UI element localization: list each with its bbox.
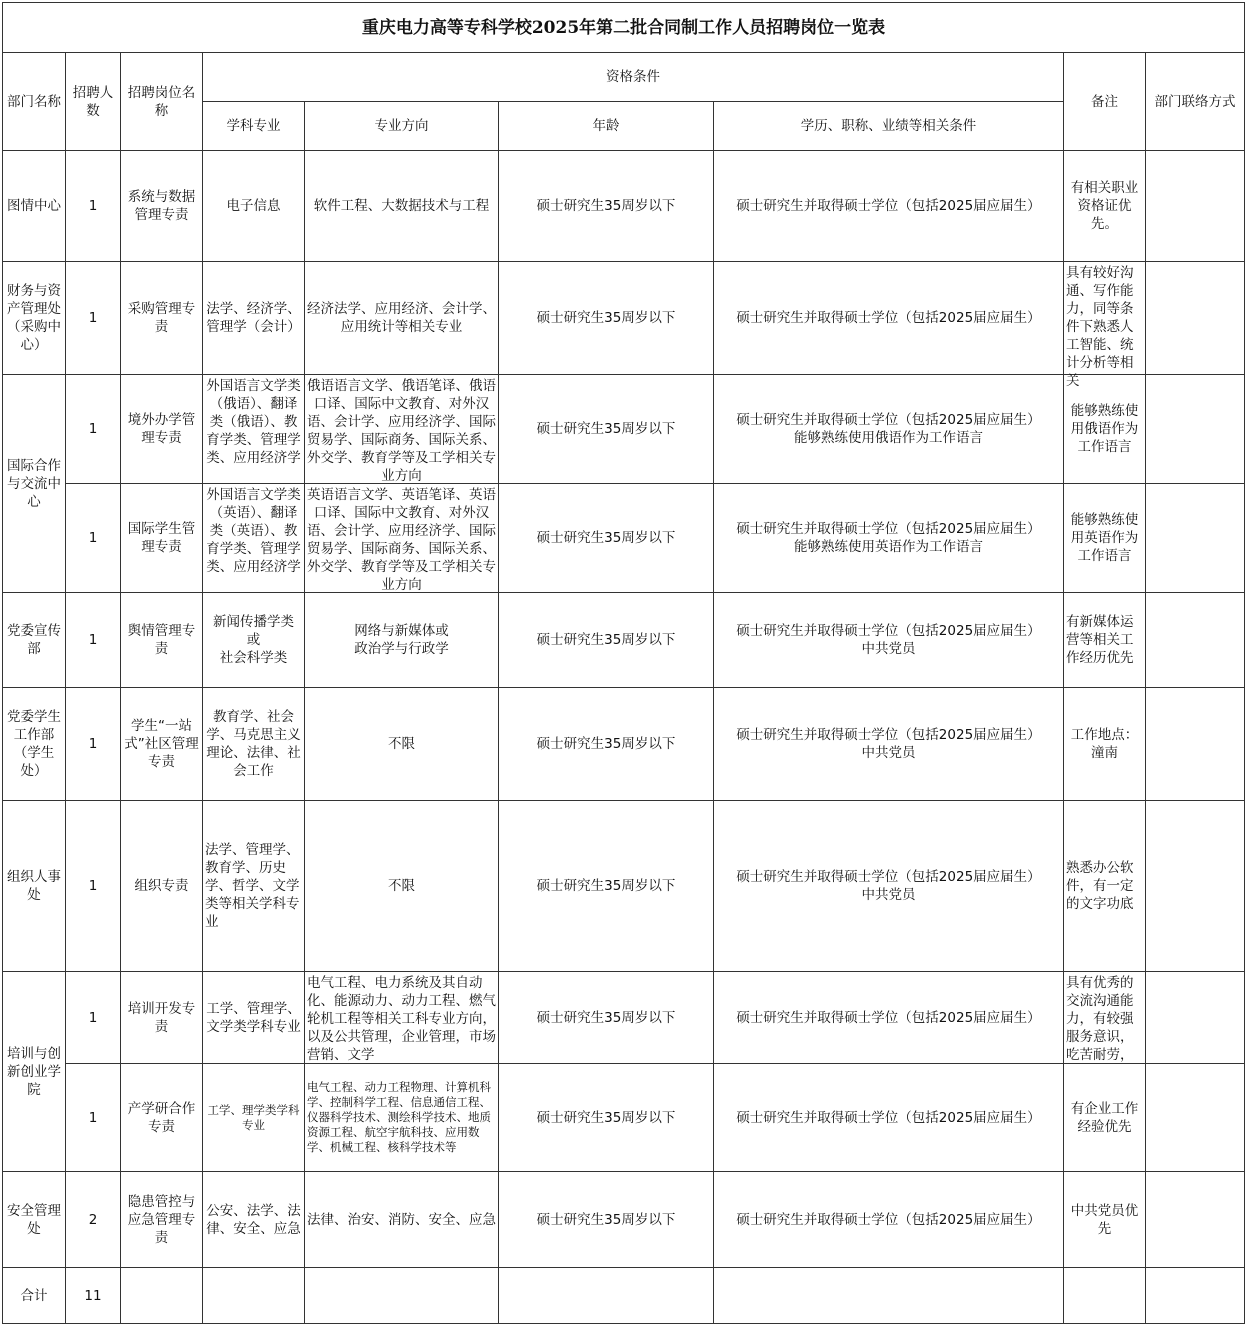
- cell-dept: 党委宣传部: [3, 593, 66, 688]
- discipline-text: 外国语言文学类（俄语）、翻译类（俄语）、教育学类、管理学类、应用经济学: [206, 378, 301, 466]
- cell-position: 采购管理专责: [121, 262, 203, 375]
- cell-position: 产学研合作专责: [121, 1064, 203, 1172]
- cell-discipline: 工学、理学类学科专业: [203, 1064, 305, 1172]
- remarks-text: 具有优秀的交流沟通能力，有较强服务意识，吃苦耐劳，: [1066, 975, 1134, 1063]
- total-row: [3, 1268, 1245, 1324]
- cell-position: 隐患管控与应急管理专责: [121, 1172, 203, 1268]
- cell-discipline: 法学、经济学、管理学（会计）: [203, 262, 305, 375]
- table-row: [3, 972, 1245, 1064]
- cell-direction: 软件工程、大数据技术与工程: [305, 151, 499, 262]
- header-dept: 部门名称: [3, 53, 66, 151]
- cell-count: 1: [66, 484, 121, 593]
- cell-position: 学生“一站式”社区管理专责: [121, 688, 203, 801]
- table-row: [3, 375, 1245, 484]
- cell-position: 培训开发专责: [121, 972, 203, 1064]
- cell-remarks: 有新媒体运营等相关工作经历优先: [1064, 593, 1146, 688]
- header-count: 招聘人数: [66, 53, 121, 151]
- cell-dept: 党委学生工作部（学生处）: [3, 688, 66, 801]
- cell-remarks: [1064, 972, 1146, 1064]
- cell-contact: [1146, 375, 1245, 484]
- cell-position: 舆情管理专责: [121, 593, 203, 688]
- cell-remarks: [1064, 262, 1146, 389]
- header-age: 年龄: [499, 102, 714, 151]
- cell-age: 硕士研究生35周岁以下: [499, 1172, 714, 1268]
- header-discipline: 学科专业: [203, 102, 305, 151]
- cell-education: 硕士研究生并取得硕士学位（包括2025届应届生） 中共党员: [714, 593, 1064, 688]
- cell-count: 1: [66, 375, 121, 484]
- direction-text: 英语语言文学、英语笔译、英语口译、国际中文教育、对外汉语、会计学、应用经济学、国际贸易学、国际商务、国际关系、外交学、教育学等及工学相关专业方向: [307, 487, 496, 593]
- cell-count: 2: [66, 1172, 121, 1268]
- cell-age: 硕士研究生35周岁以下: [499, 801, 714, 972]
- header-direction: 专业方向: [305, 102, 499, 151]
- cell-education: 硕士研究生并取得硕士学位（包括2025届应届生）: [714, 1064, 1064, 1172]
- cell-contact: [1146, 1172, 1245, 1268]
- cell-direction: [305, 972, 499, 1064]
- cell-remarks: 能够熟练使用俄语作为工作语言: [1064, 375, 1146, 484]
- page-title: 重庆电力高等专科学校2025年第二批合同制工作人员招聘岗位一览表: [3, 3, 1245, 53]
- cell-dept: 组织人事处: [3, 801, 66, 972]
- cell-age: 硕士研究生35周岁以下: [499, 593, 714, 688]
- cell-remarks: 有企业工作经验优先: [1064, 1064, 1146, 1172]
- cell-position: 境外办学管理专责: [121, 375, 203, 484]
- cell-position: 系统与数据管理专责: [121, 151, 203, 262]
- cell-direction: [305, 375, 499, 484]
- cell-direction: 不限: [305, 688, 499, 801]
- cell-education: 硕士研究生并取得硕士学位（包括2025届应届生） 能够熟练使用英语作为工作语言: [714, 484, 1064, 593]
- cell-education: 硕士研究生并取得硕士学位（包括2025届应届生） 中共党员: [714, 688, 1064, 801]
- header-remarks: 备注: [1064, 53, 1146, 151]
- header-education: 学历、职称、业绩等相关条件: [714, 102, 1064, 151]
- discipline-text: 外国语言文学类（英语）、翻译类（英语）、教育学类、管理学类、应用经济学: [206, 487, 301, 575]
- cell-dept: 安全管理处: [3, 1172, 66, 1268]
- cell-remarks: 熟悉办公软件，有一定的文字功底: [1064, 801, 1146, 972]
- cell-age: 硕士研究生35周岁以下: [499, 484, 714, 593]
- cell-discipline: 教育学、社会学、马克思主义理论、法律、社会工作: [203, 688, 305, 801]
- cell-age: 硕士研究生35周岁以下: [499, 972, 714, 1064]
- cell-count: 1: [66, 262, 121, 375]
- cell-contact: [1146, 801, 1245, 972]
- total-empty-cell: [714, 1268, 1064, 1324]
- cell-direction: 电气工程、动力工程物理、计算机科学、控制科学工程、信息通信工程、仪器科学技术、测绘科学技术、地质资源工程、航空宇航科技、应用数学、机械工程、核科学技术等: [305, 1064, 499, 1172]
- cell-age: 硕士研究生35周岁以下: [499, 1064, 714, 1172]
- table-row: [3, 593, 1245, 688]
- total-empty-cell: [203, 1268, 305, 1324]
- cell-age: 硕士研究生35周岁以下: [499, 375, 714, 484]
- direction-text: 俄语语言文学、俄语笔译、俄语口译、国际中文教育、对外汉语、会计学、应用经济学、国际贸易学、国际商务、国际关系、外交学、教育学等及工学相关专业方向: [307, 378, 496, 484]
- cell-remarks: 中共党员优先: [1064, 1172, 1146, 1268]
- cell-remarks: 能够熟练使用英语作为工作语言: [1064, 484, 1146, 593]
- cell-education: 硕士研究生并取得硕士学位（包括2025届应届生） 能够熟练使用俄语作为工作语言: [714, 375, 1064, 484]
- cell-age: 硕士研究生35周岁以下: [499, 151, 714, 262]
- cell-education: 硕士研究生并取得硕士学位（包括2025届应届生）: [714, 972, 1064, 1064]
- cell-count: 1: [66, 972, 121, 1064]
- cell-contact: [1146, 484, 1245, 593]
- cell-direction: [305, 484, 499, 593]
- total-label: 合计: [3, 1268, 66, 1324]
- total-count: 11: [66, 1268, 121, 1324]
- cell-discipline: 法学、管理学、教育学、历史学、哲学、文学类等相关学科专业: [203, 801, 305, 972]
- table-row: [3, 262, 1245, 375]
- cell-remarks: 工作地点：潼南: [1064, 688, 1146, 801]
- cell-position: 国际学生管理专责: [121, 484, 203, 593]
- table-row: [3, 801, 1245, 972]
- cell-count: 1: [66, 593, 121, 688]
- cell-discipline: [203, 484, 305, 593]
- table-row: [3, 688, 1245, 801]
- cell-discipline: 公安、法学、法律、安全、应急: [203, 1172, 305, 1268]
- cell-education: 硕士研究生并取得硕士学位（包括2025届应届生）: [714, 262, 1064, 375]
- total-empty-cell: [1064, 1268, 1146, 1324]
- header-qualifications: 资格条件: [203, 53, 1064, 102]
- total-empty-cell: [499, 1268, 714, 1324]
- cell-direction: 法律、治安、消防、安全、应急: [305, 1172, 499, 1268]
- remarks-text: 具有较好沟通、写作能力，同等条件下熟悉人工智能、统计分析等相关: [1066, 265, 1134, 389]
- cell-contact: [1146, 972, 1245, 1064]
- cell-discipline: [203, 375, 305, 484]
- cell-age: 硕士研究生35周岁以下: [499, 688, 714, 801]
- cell-discipline: 电子信息: [203, 151, 305, 262]
- cell-age: 硕士研究生35周岁以下: [499, 262, 714, 375]
- cell-discipline: 工学、管理学、文学类学科专业: [203, 972, 305, 1064]
- header-contact: 部门联络方式: [1146, 53, 1245, 151]
- total-empty-cell: [121, 1268, 203, 1324]
- cell-count: 1: [66, 801, 121, 972]
- table-row: [3, 1064, 1245, 1172]
- cell-count: 1: [66, 1064, 121, 1172]
- header-position: 招聘岗位名称: [121, 53, 203, 151]
- cell-direction: 经济法学、应用经济、会计学、应用统计等相关专业: [305, 262, 499, 375]
- direction-text: 电气工程、电力系统及其自动化、能源动力、动力工程、燃气轮机工程等相关工科专业方向，以及公共管理，企业管理，市场营销、文学: [307, 975, 496, 1063]
- table-row: [3, 1172, 1245, 1268]
- cell-count: 1: [66, 688, 121, 801]
- cell-position: 组织专责: [121, 801, 203, 972]
- cell-education: 硕士研究生并取得硕士学位（包括2025届应届生）: [714, 151, 1064, 262]
- cell-dept: 培训与创新创业学院: [3, 972, 66, 1172]
- cell-count: 1: [66, 151, 121, 262]
- table-row: [3, 151, 1245, 262]
- cell-discipline: 新闻传播学类 或 社会科学类: [203, 593, 305, 688]
- cell-dept: 国际合作与交流中心: [3, 375, 66, 593]
- recruitment-table: [2, 2, 1245, 1324]
- cell-remarks: 有相关职业资格证优先。: [1064, 151, 1146, 262]
- cell-contact: [1146, 688, 1245, 801]
- total-empty-cell: [1146, 1268, 1245, 1324]
- cell-contact: [1146, 593, 1245, 688]
- cell-dept: 财务与资产管理处（采购中心）: [3, 262, 66, 375]
- total-empty-cell: [305, 1268, 499, 1324]
- recruitment-table-sheet: [2, 2, 1244, 1326]
- cell-education: 硕士研究生并取得硕士学位（包括2025届应届生）: [714, 1172, 1064, 1268]
- cell-contact: [1146, 1064, 1245, 1172]
- cell-direction: 网络与新媒体或 政治学与行政学: [305, 593, 499, 688]
- cell-dept: 图情中心: [3, 151, 66, 262]
- cell-education: 硕士研究生并取得硕士学位（包括2025届应届生） 中共党员: [714, 801, 1064, 972]
- cell-direction: 不限: [305, 801, 499, 972]
- cell-contact: [1146, 151, 1245, 262]
- table-row: [3, 484, 1245, 593]
- cell-contact: [1146, 262, 1245, 375]
